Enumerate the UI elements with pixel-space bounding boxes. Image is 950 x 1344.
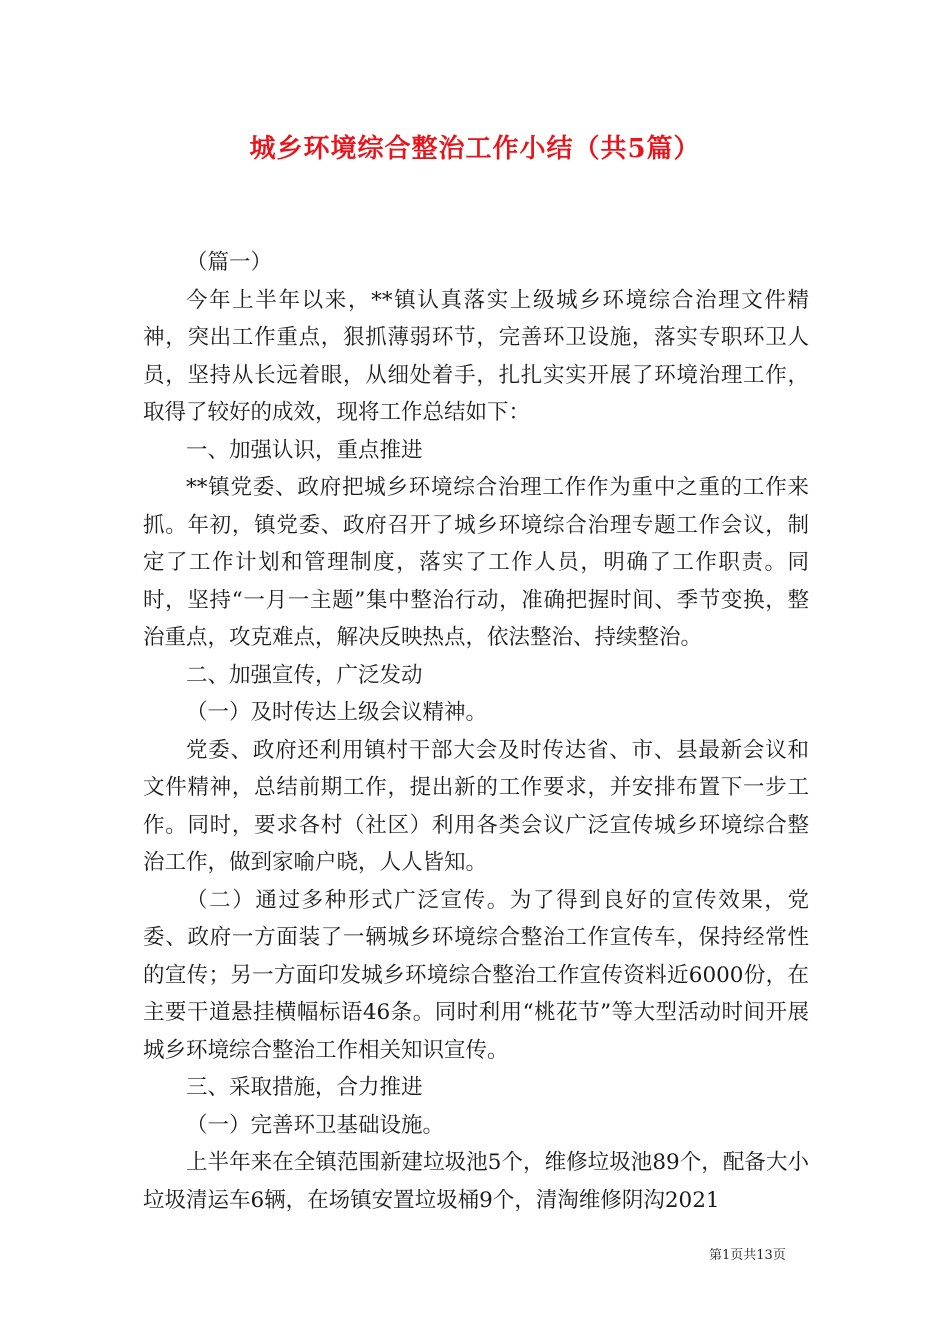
body-paragraph: 上半年来在全镇范围新建垃圾池5个，维修垃圾池89个，配备大小垃圾清运车6辆，在场镇安置垃圾桶9个，清淘维修阴沟2021 xyxy=(143,1150,809,1213)
page-number: 第1页共13页 xyxy=(709,1248,786,1263)
body-paragraph: （二）通过多种形式广泛宣传。为了得到良好的宣传效果，党委、政府一方面装了一辆城乡环境综合整治工作宣传车，保持经常性的宣传；另一方面印发城乡环境综合整治工作宣传资料近6000份，在主要干道悬挂横幅标语46条。同时利用“桃花节”等大型活动时间开展城乡环境综合整治工作相关知识宣传。 xyxy=(143,887,809,1063)
section-label: （篇一） xyxy=(186,250,273,275)
body-paragraph: **镇党委、政府把城乡环境综合治理工作作为重中之重的工作来抓。年初，镇党委、政府召开了城乡环境综合治理专题工作会议，制定了工作计划和管理制度，落实了工作人员，明确了工作职责。同时，坚持“一月一主题”集中整治行动，准确把握时间、季节变换，整治重点，攻克难点，解决反映热点，依法整治、持续整治。 xyxy=(143,475,809,650)
body-paragraph: 今年上半年以来，**镇认真落实上级城乡环境综合治理文件精神，突出工作重点，狠抓薄弱环节，完善环卫设施，落实专职环卫人员，坚持从长远着眼，从细处着手，扎扎实实开展了环境治理工作，取得了较好的成效，现将工作总结如下： xyxy=(143,287,809,425)
subsection-heading: （一）及时传达上级会议精神。 xyxy=(186,700,488,725)
section-heading: 三、采取措施，合力推进 xyxy=(186,1075,423,1100)
body-paragraph: 党委、政府还利用镇村干部大会及时传达省、市、县最新会议和文件精神，总结前期工作，提出新的工作要求，并安排布置下一步工作。同时，要求各村（社区）利用各类会议广泛宣传城乡环境综合整治工作，做到家喻户晓，人人皆知。 xyxy=(143,737,809,875)
section-heading: 一、加强认识，重点推进 xyxy=(186,437,423,463)
subsection-heading: （一）完善环卫基础设施。 xyxy=(186,1112,445,1138)
section-heading: 二、加强宣传，广泛发动 xyxy=(186,662,423,688)
document-body xyxy=(143,244,809,1219)
document-title: 城乡环境综合整治工作小结（共5篇） xyxy=(249,134,701,164)
